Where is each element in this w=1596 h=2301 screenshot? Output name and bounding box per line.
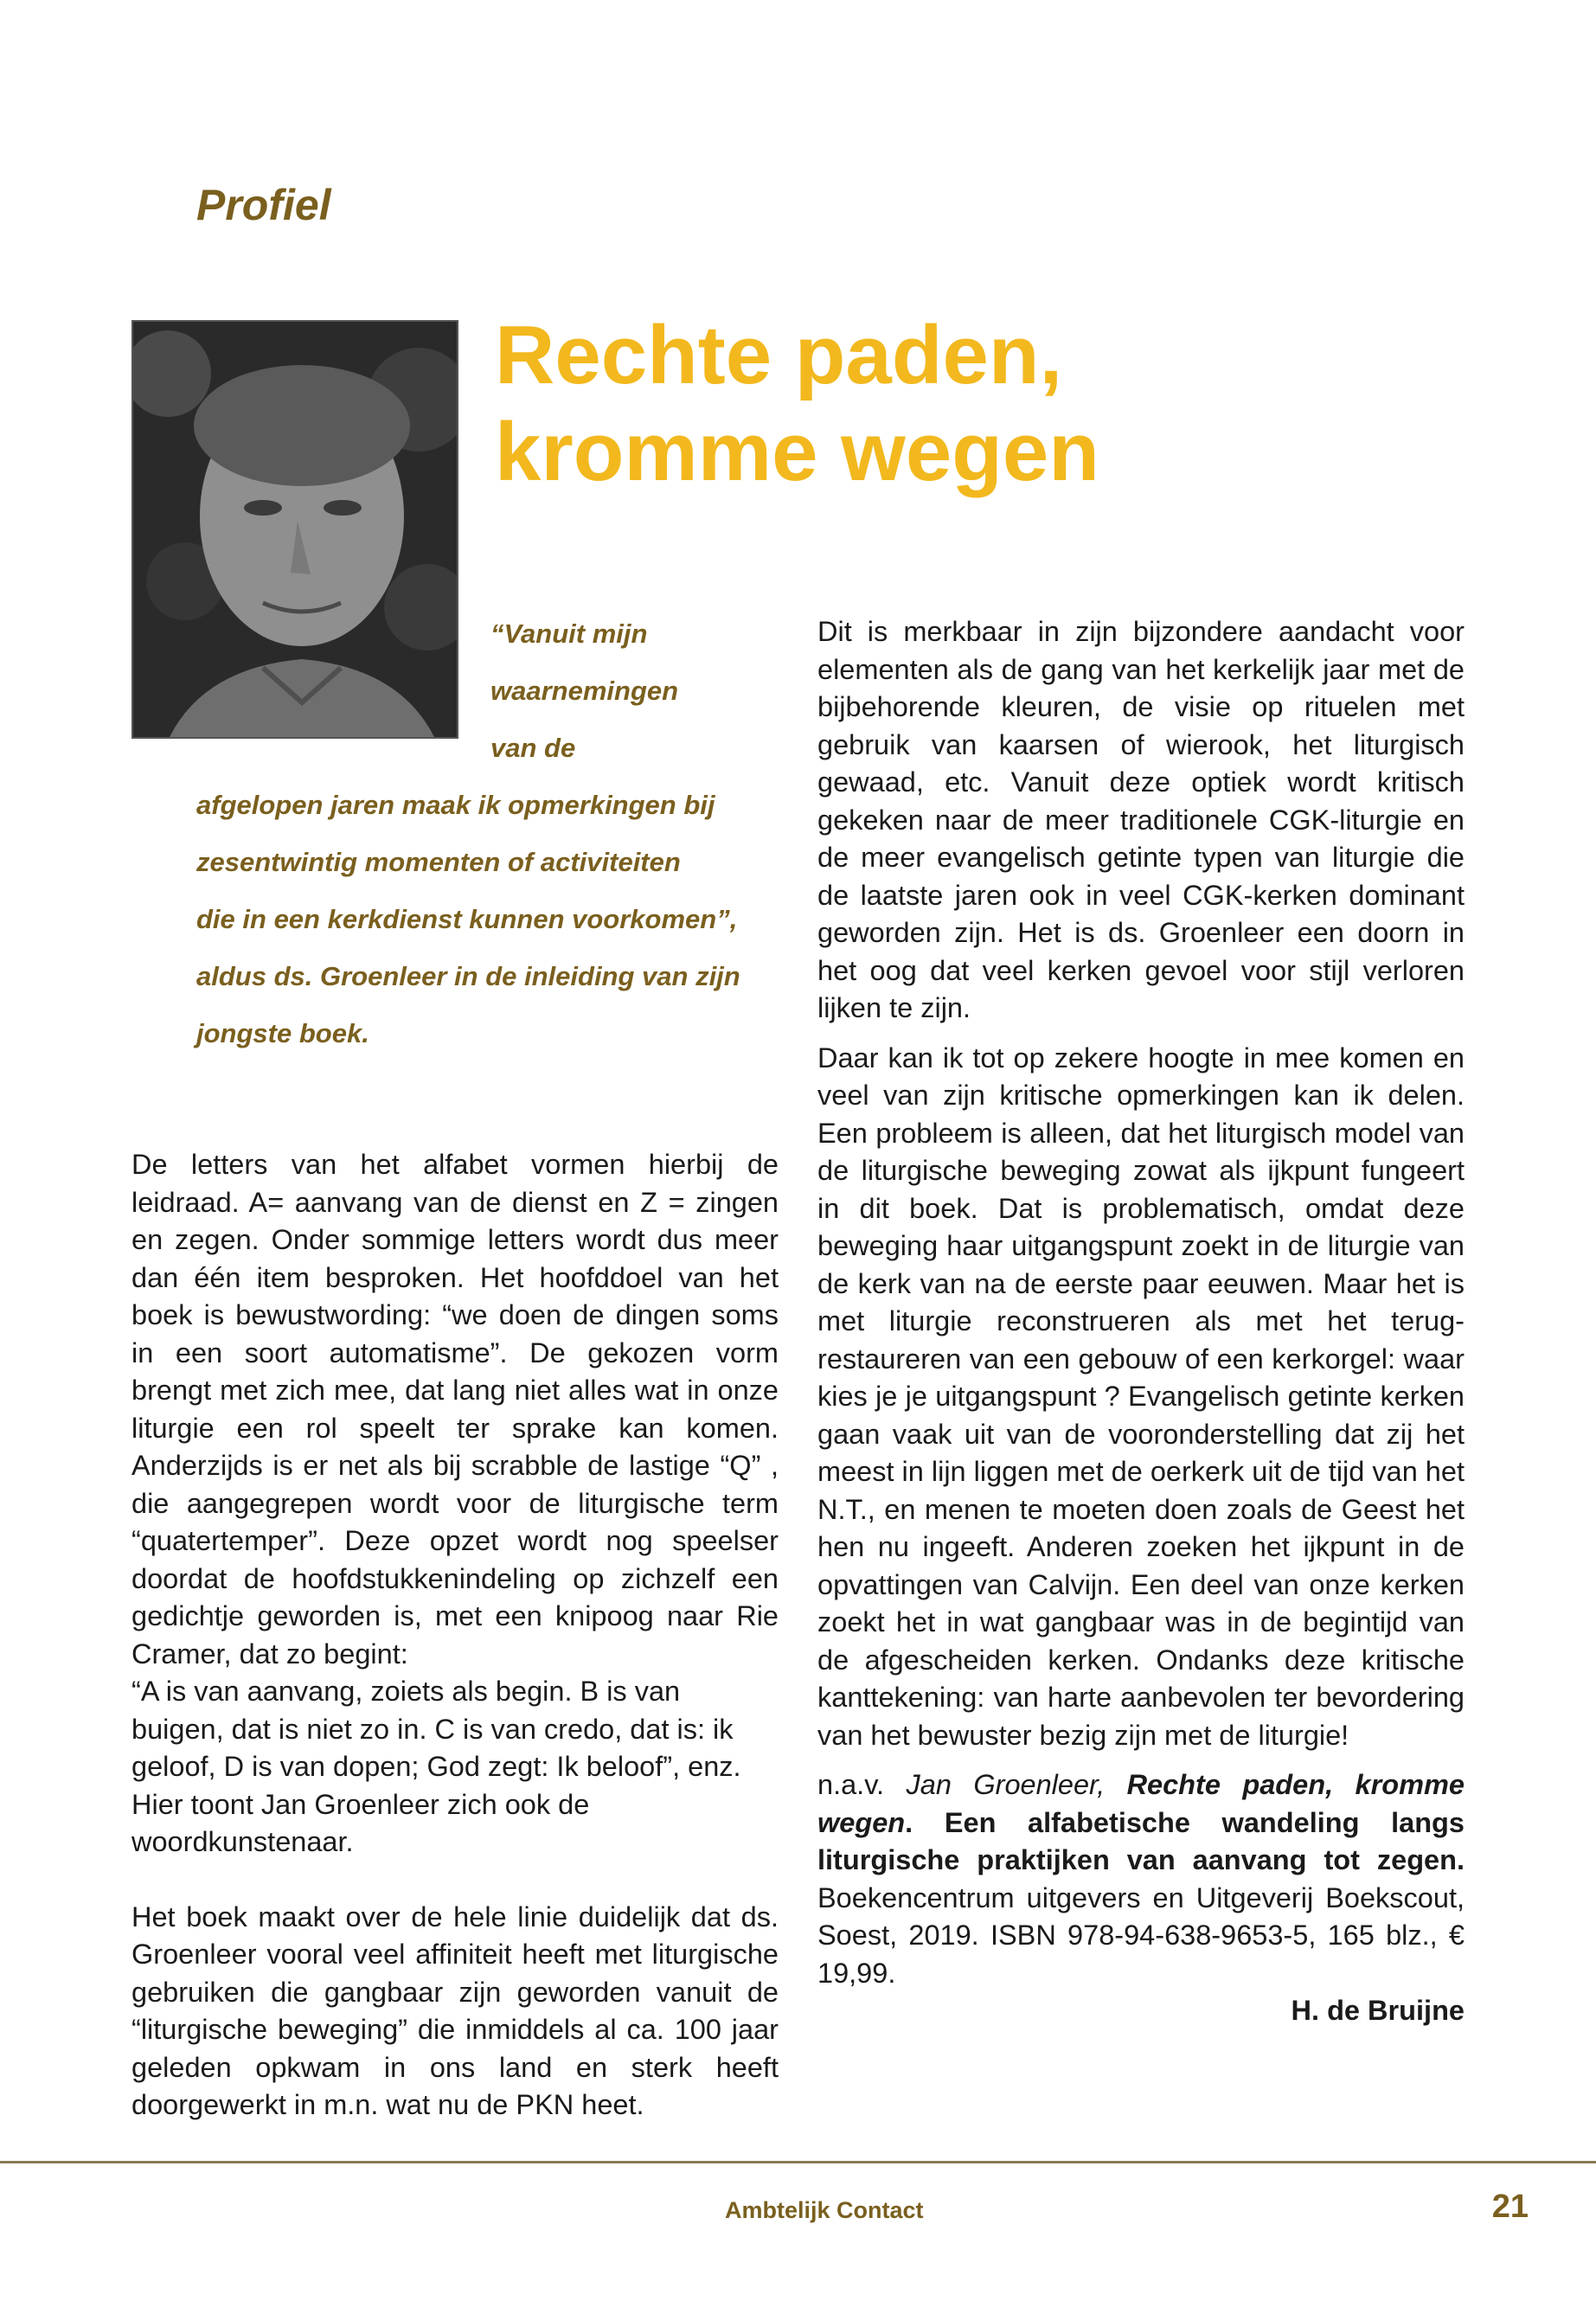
footer-divider [0,2161,1596,2163]
quote-line-1: “Vanuit mijn [490,619,648,649]
reference-subtitle: . Een alfabetische wandeling langs liturgische praktijken van aanvang tot zegen. [817,1806,1465,1875]
quote-line-5: zesentwintig momenten of activiteiten [196,847,681,877]
quote-line-8: jongste boek. [196,1018,369,1048]
quote-line-4: afgelopen jaren maak ik opmerkingen bij [196,790,715,820]
body-paragraph: De letters van het alfabet vormen hierbij de leidraad. A= aanvang van de dienst en Z = zingen en zegen. Onder sommige letters wordt dus meer dan één item besproken. Het hoofddoel van het boek is bewustwording: “we doen de dingen soms in een soort automatisme”. De gekozen vorm brengt met zich mee, dat lang niet alles wat in onze liturgie een rol speelt ter sprake kan komen. Anderzijds is er net als bij scrabble de lastige “Q” , die aangegrepen wordt voor de liturgische term “quatertemper”. Deze opzet wordt nog speelser doordat de hoofdstukkenindeling op zichzelf een gedichtje geworden is, met een knipoog naar Rie Cramer, dat zo begint: [131,1149,779,1670]
article-title [495,307,1099,501]
title-line-2: kromme wegen [495,406,1099,498]
body-paragraph: Dit is merkbaar in zijn bijzondere aandacht voor elementen als de gang van het kerkelijk jaar met de bijbehorende kleuren, de visie op rituelen met gebruik van kaarsen of wierook, het liturgisch gewaad, etc. Vanuit deze optiek wordt kritisch gekeken naar de meer traditionele CGK-liturgie en de meer evangelisch getinte typen van liturgie die de laatste jaren ook in veel CGK-kerken dominant geworden zijn. Het is ds. Groenleer een doorn in het oog dat veel kerken gevoel voor stijl verloren lijken te zijn. [817,616,1465,1023]
section-label: Profiel [196,181,331,229]
quote-line-2: waarnemingen [490,676,679,706]
right-column [817,613,1465,2030]
page-number: 21 [1491,2189,1529,2225]
reference-book-title: Rechte paden, kromme wegen [817,1769,1465,1838]
reference-publisher: Boekencentrum uitgevers en Uitgeverij Boekscout, Soest, 2019. ISBN 978-94-638-9653-5, 165 blz., € 19,99. [817,1881,1465,1989]
reference-author: Jan Groenleer, [906,1769,1127,1800]
book-reference [817,1766,1465,1992]
reference-prefix: n.a.v. [817,1769,907,1800]
left-column [131,1146,779,2125]
publication-name: Ambtelijk Contact [725,2197,924,2223]
quote-line-3: van de [490,733,576,763]
body-paragraph: Daar kan ik tot op zekere hoogte in mee komen en veel van zijn kritische opmerkingen kan ik delen. Een probleem is alleen, dat het liturgisch model van de liturgische beweging zowat als ijkpunt fungeert in dit boek. Dat is problematisch, omdat deze beweging haar uitgangspunt zoekt in de liturgie van de kerk van na de eerste paar eeuwen. Maar het is met liturgie reconstrueren als met het terug-restaureren van een gebouw of een kerkorgel: waar kies je je uitgangspunt ? Evangelisch getinte kerken gaan vaak uit van de vooronderstelling dat zij het meest in lijn liggen met de oerkerk uit de tijd van het N.T., en menen te moeten doen zoals de Geest het hen nu ingeeft. Anderen zoeken het ijkpunt in de opvattingen van Calvijn. Een deel van onze kerken zoekt het in wat gangbaar was in de begintijd van de afgescheiden kerken. Ondanks deze kritische kanttekening: van harte aanbevolen ter bevordering van het bewuster bezig zijn met de liturgie! [817,1042,1465,1751]
pull-quote [196,606,750,1062]
quote-line-6: die in een kerkdienst kunnen voorkomen”, [196,904,738,934]
title-line-1: Rechte paden, [495,309,1063,401]
body-paragraph: Het boek maakt over de hele linie duidelijk dat ds. Groenleer vooral veel affiniteit heeft met liturgische gebruiken die gangbaar zijn geworden vanuit de “liturgische beweging” die inmiddels al ca. 100 jaar geleden opkwam in ons land en sterk heeft doorgewerkt in m.n. wat nu de PKN heet. [131,1900,779,2120]
body-paragraph: “A is van aanvang, zoiets als begin. B is van buigen, dat is niet zo in. C is van credo, dat is: ik geloof, D is van dopen; God zegt: Ik beloof”, enz. Hier toont Jan Groenleer zich ook de woordkunstenaar. [131,1676,741,1857]
author-signature: H. de Bruijne [1291,1995,1465,2026]
quote-line-7: aldus ds. Groenleer in de inleiding van zijn [196,961,740,991]
